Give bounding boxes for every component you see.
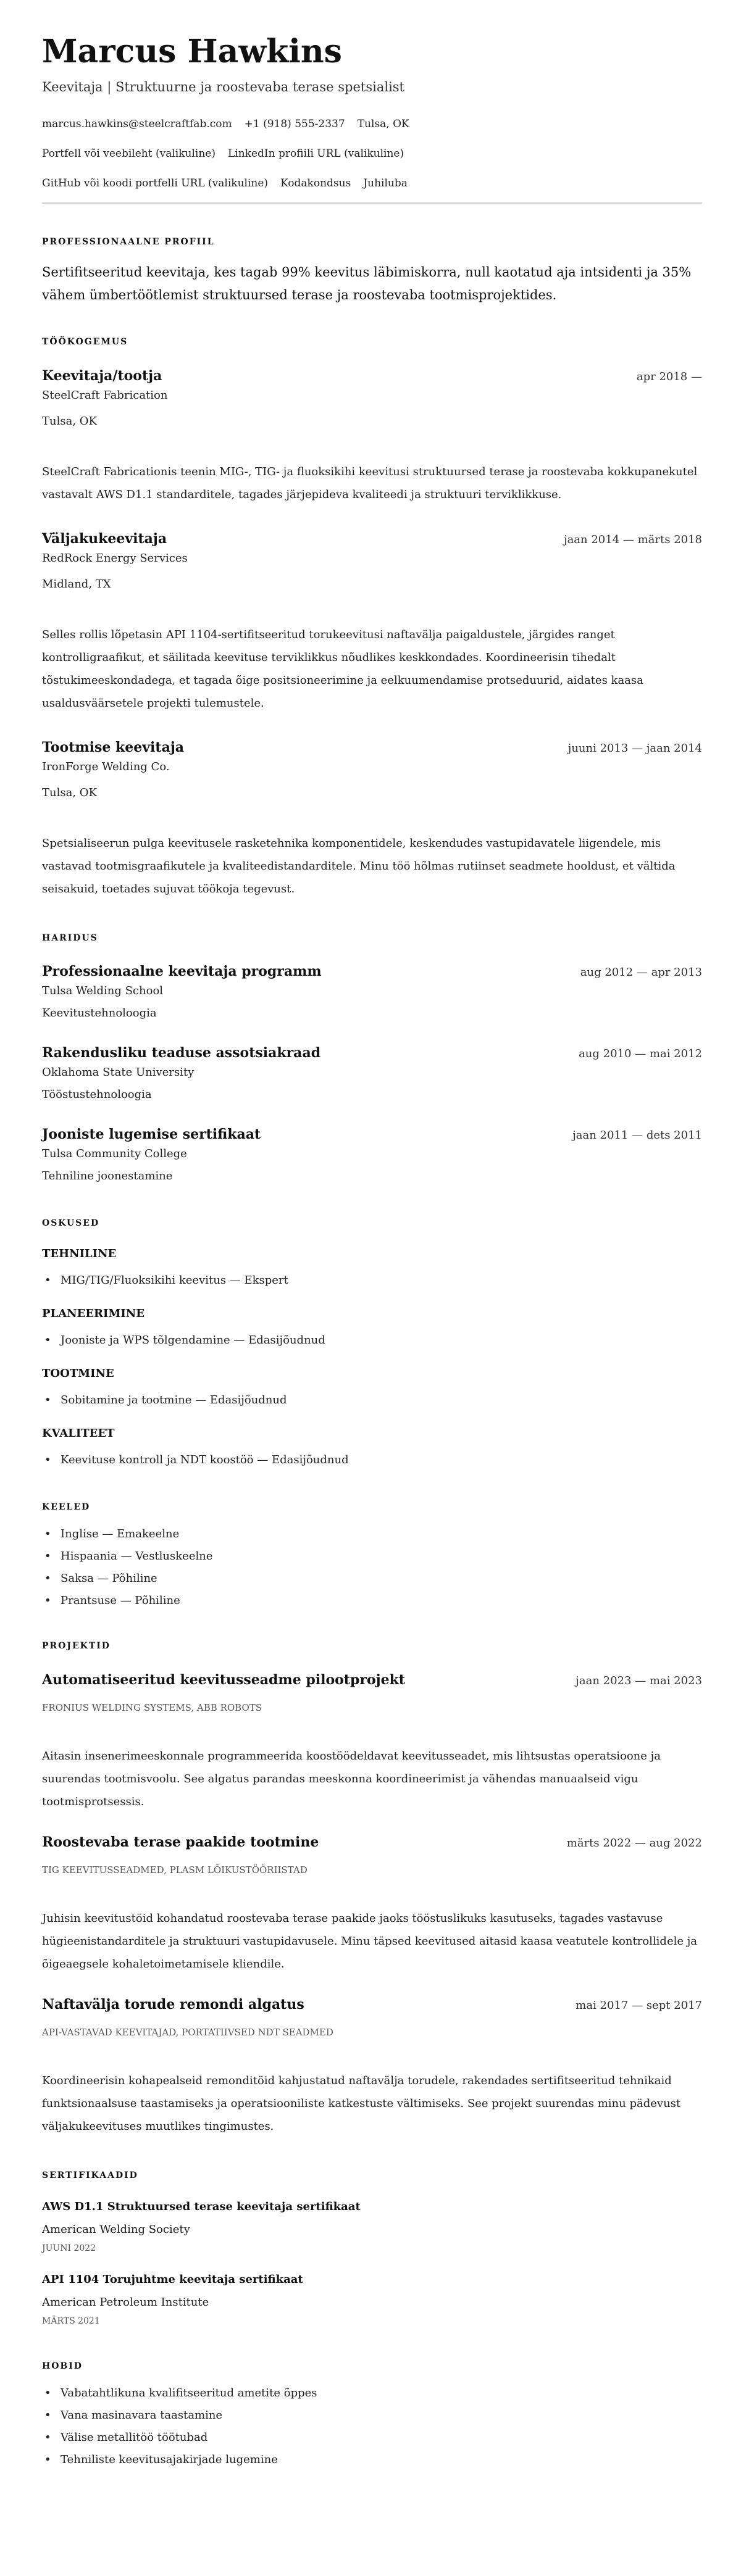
certification-title: AWS D1.1 Struktuursed terase keevitaja sertifikaat bbox=[42, 2200, 361, 2213]
project-dates: mai 2017 — sept 2017 bbox=[576, 1999, 702, 2012]
study-field: Tehniline joonestamine bbox=[42, 1170, 173, 1182]
section-heading: PROJEKTID bbox=[42, 1641, 111, 1651]
certification-entry bbox=[42, 2272, 702, 2329]
candidate-headline: Keevitaja | Struktuurne ja roostevaba terase spetsialist bbox=[42, 80, 404, 94]
language-item: • Inglise — Emakeelne bbox=[42, 1523, 702, 1545]
job-description: Selles rollis lõpetasin API 1104-sertifitseeritud torukeevitusi naftavälja paigaldustele, järgides ranget kontrolligraafikut, et säilitada keevituse terviklikkus nõudlikes keskkondades. Koordineerisin tihedalt tõstukimeeskondadega, et tagada õige positsioneerimine ja eelkuumendamise protseduurid, aidates kaasa usaldusväärsetele projekti tulemustele. bbox=[42, 628, 643, 710]
degree-title: Professionaalne keevitaja programm bbox=[42, 963, 322, 979]
education-dates: aug 2010 — mai 2012 bbox=[579, 1047, 702, 1060]
project-title: Automatiseeritud keevitusseadme pilootprojekt bbox=[42, 1672, 405, 1688]
certifications-section bbox=[42, 2169, 702, 2329]
hobbies-section bbox=[42, 2360, 702, 2471]
contact-info bbox=[42, 109, 702, 198]
project-tools: TIG KEEVITUSSEADMED, PLASM LÕIKUSTÖÖRIISTAD bbox=[42, 1864, 308, 1876]
project-title: Naftavälja torude remondi algatus bbox=[42, 1996, 304, 2013]
job-company: SteelCraft Fabrication bbox=[42, 389, 168, 402]
job-location: Tulsa, OK bbox=[42, 786, 97, 799]
project-dates: jaan 2023 — mai 2023 bbox=[576, 1674, 702, 1687]
degree-title: Rakendusliku teaduse assotsiakraad bbox=[42, 1045, 321, 1061]
language-list bbox=[42, 1523, 702, 1612]
education-dates: aug 2012 — apr 2013 bbox=[580, 966, 702, 979]
job-dates: jaan 2014 — märts 2018 bbox=[563, 533, 702, 546]
project-title: Roostevaba terase paakide tootmine bbox=[42, 1834, 319, 1850]
resume-header bbox=[42, 32, 702, 204]
section-heading: OSKUSED bbox=[42, 1218, 100, 1228]
languages-section bbox=[42, 1501, 702, 1612]
job-dates: juuni 2013 — jaan 2014 bbox=[567, 742, 702, 755]
skill-category: TOOTMINE bbox=[42, 1367, 114, 1380]
certification-title: API 1104 Torujuhtme keevitaja sertifikaat bbox=[42, 2273, 303, 2286]
contact-row bbox=[42, 139, 702, 168]
project-tools: API-VASTAVAD KEEVITAJAD, PORTATIIVSED NDT SEADMED bbox=[42, 2027, 333, 2038]
education-entry bbox=[42, 1125, 702, 1186]
profile-summary: Sertifitseeritud keevitaja, kes tagab 99% keevitus läbimiskorra, null kaotatud aja intsidenti ja 35% vähem ümbertöötlemist struktuursed terase ja roostevaba tootmisprojektides. bbox=[42, 265, 692, 302]
certification-date: MÄRTS 2021 bbox=[42, 2316, 100, 2326]
certification-issuer: American Welding Society bbox=[42, 2223, 190, 2236]
project-entry bbox=[42, 1833, 702, 1976]
skill-list bbox=[42, 1271, 702, 1290]
contact-location: Tulsa, OK bbox=[357, 118, 409, 130]
job-description: SteelCraft Fabricationis teenin MIG-, TIG- ja fluoksikihi keevitusi struktuursed terase ja roostevaba kokkupanekutel vastavalt AWS D1.1 standarditele, tagades järjepideva kvaliteedi ja struktuuri terviklikkuse. bbox=[42, 465, 698, 501]
contact-citizenship: Kodakondsus bbox=[280, 177, 351, 189]
project-entry bbox=[42, 1995, 702, 2138]
degree-title: Jooniste lugemise sertifikaat bbox=[42, 1126, 261, 1142]
job-entry bbox=[42, 367, 702, 506]
experience-section bbox=[42, 336, 702, 900]
education-entry bbox=[42, 962, 702, 1023]
hobby-item: • Vabatahtlikuna kvalifitseeritud ametite õppes bbox=[42, 2382, 702, 2404]
project-entry bbox=[42, 1671, 702, 1813]
section-heading: KEELED bbox=[42, 1502, 91, 1512]
contact-row bbox=[42, 109, 702, 139]
hobby-list bbox=[42, 2382, 702, 2471]
certification-issuer: American Petroleum Institute bbox=[42, 2296, 209, 2309]
certification-date: JUUNI 2022 bbox=[42, 2243, 96, 2253]
job-entry bbox=[42, 530, 702, 715]
skill-item: • Keevituse kontroll ja NDT koostöö — Edasijõudnud bbox=[42, 1451, 702, 1469]
contact-github[interactable]: GitHub või koodi portfelli URL (valikuline) bbox=[42, 177, 269, 189]
skills-section bbox=[42, 1217, 702, 1469]
header-divider bbox=[42, 202, 702, 204]
language-item: • Prantsuse — Põhiline bbox=[42, 1590, 702, 1612]
school-name: Oklahoma State University bbox=[42, 1066, 195, 1079]
job-company: IronForge Welding Co. bbox=[42, 760, 170, 773]
job-entry bbox=[42, 738, 702, 900]
contact-license: Juhiluba bbox=[363, 177, 408, 189]
skill-list bbox=[42, 1391, 702, 1410]
section-heading: HARIDUS bbox=[42, 933, 98, 943]
section-heading: PROFESSIONAALNE PROFIIL bbox=[42, 237, 215, 247]
skill-item: • Jooniste ja WPS tõlgendamine — Edasijõudnud bbox=[42, 1331, 702, 1350]
section-heading: HOBID bbox=[42, 2361, 83, 2371]
job-description: Spetsialiseerun pulga keevitusele rasketehnika komponentidele, keskendudes vastupidavatele liigendele, mis vastavad tootmisgraafikutele ja kvaliteedistandarditele. Minu töö hõlmas rutiinset seadmete hooldust, et vältida seisakuid, toetades sujuvat töökoja tegevust. bbox=[42, 837, 676, 895]
contact-linkedin[interactable]: LinkedIn profiili URL (valikuline) bbox=[228, 147, 404, 160]
job-location: Tulsa, OK bbox=[42, 415, 97, 428]
skill-category: KVALITEET bbox=[42, 1427, 115, 1440]
certification-entry bbox=[42, 2199, 702, 2256]
skill-item: • MIG/TIG/Fluoksikihi keevitus — Ekspert bbox=[42, 1271, 702, 1290]
contact-portfolio[interactable]: Portfell või veebileht (valikuline) bbox=[42, 147, 216, 160]
language-item: • Hispaania — Vestluskeelne bbox=[42, 1545, 702, 1568]
skill-category: TEHNILINE bbox=[42, 1247, 117, 1260]
skill-list bbox=[42, 1451, 702, 1469]
contact-phone[interactable]: +1 (918) 555-2337 bbox=[244, 118, 345, 130]
language-item: • Saksa — Põhiline bbox=[42, 1568, 702, 1590]
hobby-item: • Välise metallitöö töötubad bbox=[42, 2427, 702, 2449]
section-heading: SERTIFIKAADID bbox=[42, 2171, 138, 2180]
project-description: Juhisin keevitustöid kohandatud roostevaba terase paakide jaoks tööstuslikuks kasutuseks, tagades vastavuse hügieenistandarditele ja struktuuri vastupidavusele. Minu täpsed keevitused aitasid kaasa veatutele kontrollidele ja õigeaegsele kohaletoimetamisele kliendile. bbox=[42, 1912, 698, 1971]
education-entry bbox=[42, 1044, 702, 1104]
study-field: Tööstustehnoloogia bbox=[42, 1088, 152, 1101]
job-title: Tootmise keevitaja bbox=[42, 739, 185, 755]
job-title: Väljakukeevitaja bbox=[42, 531, 167, 547]
project-tools: FRONIUS WELDING SYSTEMS, ABB ROBOTS bbox=[42, 1702, 262, 1713]
skill-list bbox=[42, 1331, 702, 1350]
job-title: Keevitaja/tootja bbox=[42, 368, 162, 384]
contact-row bbox=[42, 168, 702, 198]
candidate-name: Marcus Hawkins bbox=[42, 33, 342, 70]
job-location: Midland, TX bbox=[42, 578, 111, 591]
skill-item: • Sobitamine ja tootmine — Edasijõudnud bbox=[42, 1391, 702, 1410]
skill-category: PLANEERIMINE bbox=[42, 1307, 144, 1320]
hobby-item: • Vana masinavara taastamine bbox=[42, 2404, 702, 2427]
project-description: Aitasin insenerimeeskonnale programmeerida koostöödeldavat keevitusseadet, mis lihtsustas operatsioone ja suurendas tootmisvoolu. See algatus parandas meeskonna koordineerimist ja vähendas manuaalseid vigu tootmisprotsessis. bbox=[42, 1750, 661, 1808]
school-name: Tulsa Welding School bbox=[42, 984, 164, 997]
job-dates: apr 2018 — bbox=[636, 370, 702, 383]
contact-email[interactable]: marcus.hawkins@steelcraftfab.com bbox=[42, 118, 232, 130]
project-description: Koordineerisin kohapealseid remonditöid kahjustatud naftavälja torudele, rakendades sertifitseeritud tehnikaid funktsionaalsuse taastamiseks ja operatsiooniliste katkestuste vältimiseks. See projekt suurendas minu pädevust väljakukeevituses muutlikes tingimustes. bbox=[42, 2074, 681, 2133]
job-company: RedRock Energy Services bbox=[42, 552, 188, 565]
section-heading: TÖÖKOGEMUS bbox=[42, 337, 128, 347]
study-field: Keevitustehnoloogia bbox=[42, 1007, 157, 1020]
school-name: Tulsa Community College bbox=[42, 1147, 187, 1160]
education-section bbox=[42, 932, 702, 1186]
project-dates: märts 2022 — aug 2022 bbox=[566, 1837, 702, 1850]
projects-section bbox=[42, 1640, 702, 2138]
hobby-item: • Tehniliste keevitusajakirjade lugemine bbox=[42, 2449, 702, 2471]
education-dates: jaan 2011 — dets 2011 bbox=[572, 1129, 702, 1142]
profile-section bbox=[42, 236, 702, 307]
